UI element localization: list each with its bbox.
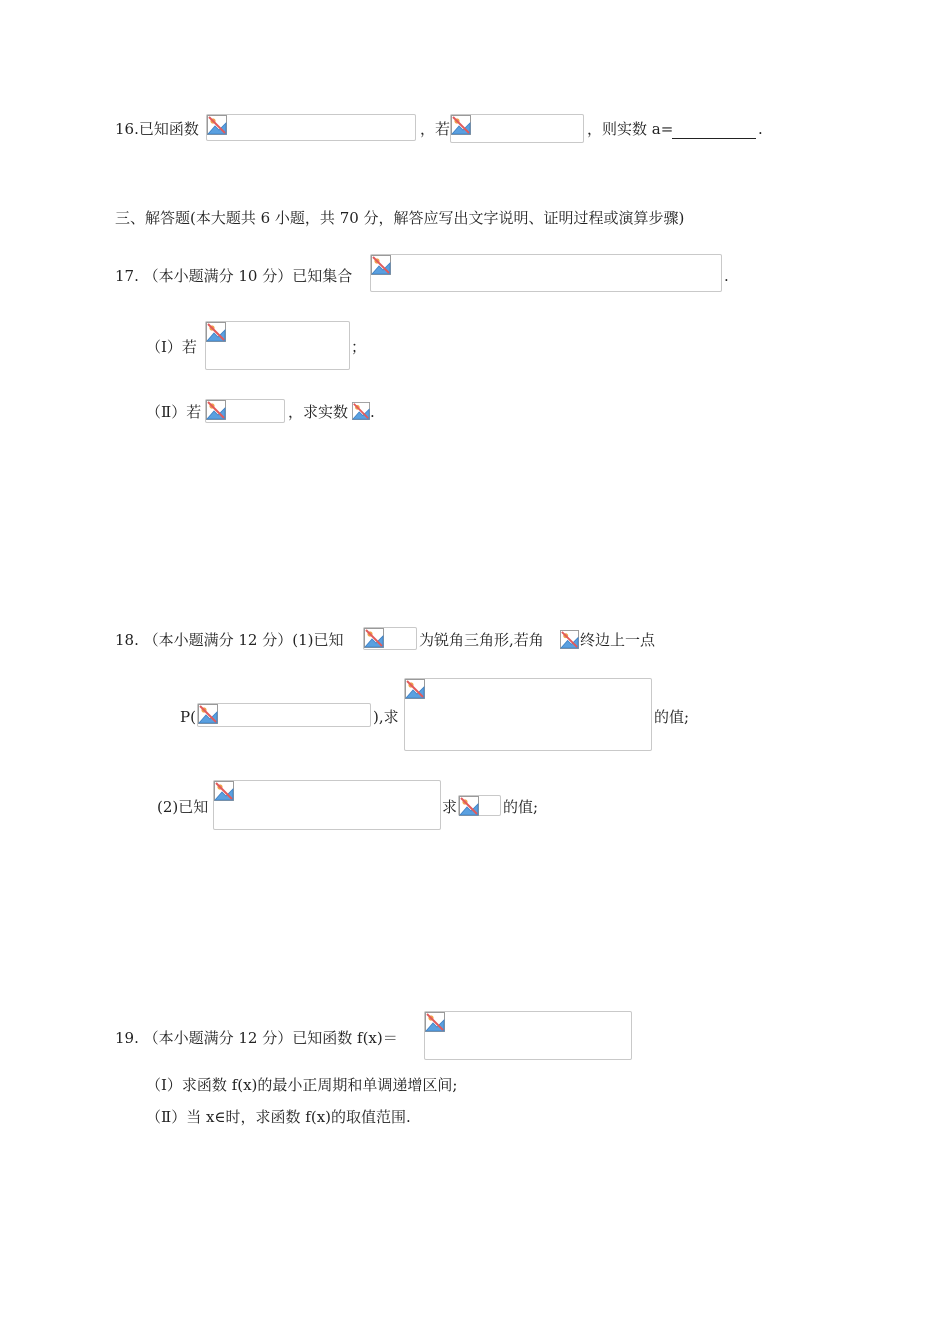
q18-p-close: ),求 bbox=[373, 708, 399, 726]
q16-mid: ，若 bbox=[420, 120, 451, 138]
broken-image-icon bbox=[206, 322, 226, 342]
formula-image-placeholder bbox=[206, 114, 416, 141]
broken-image-icon bbox=[198, 704, 218, 724]
broken-image-icon bbox=[405, 679, 425, 699]
q19-part2: （Ⅱ）当 x∈时，求函数 f(x)的取值范围. bbox=[146, 1108, 411, 1126]
formula-image-placeholder bbox=[205, 399, 285, 423]
broken-image-icon bbox=[425, 1012, 445, 1032]
broken-image-icon bbox=[364, 628, 384, 648]
q18-mid1: 为锐角三角形,若角 bbox=[419, 631, 544, 649]
broken-image-icon bbox=[207, 115, 227, 135]
q19-prefix: 19. （本小题满分 12 分）已知函数 f(x)＝ bbox=[115, 1029, 398, 1047]
q16-end: . bbox=[758, 120, 763, 138]
broken-image-icon bbox=[214, 781, 234, 801]
broken-image-icon bbox=[371, 255, 391, 275]
q17-part1-end: ； bbox=[351, 338, 367, 356]
formula-image-placeholder bbox=[450, 114, 584, 143]
q18-p-label: P( bbox=[180, 708, 196, 726]
q16-tail: ，则实数 a= bbox=[587, 120, 674, 138]
answer-blank bbox=[672, 122, 756, 139]
broken-image-icon bbox=[352, 402, 370, 420]
formula-image-placeholder bbox=[424, 1011, 632, 1060]
q17-end: . bbox=[724, 267, 729, 285]
formula-image-placeholder bbox=[205, 321, 350, 370]
broken-image-icon bbox=[451, 115, 471, 135]
formula-image-placeholder bbox=[197, 703, 371, 727]
q17-prefix: 17. （本小题满分 10 分）已知集合 bbox=[115, 267, 353, 285]
q17-part2-mid: ，求实数 bbox=[288, 403, 349, 421]
q18-p-end: 的值; bbox=[654, 708, 690, 726]
q18-prefix: 18. （本小题满分 12 分）(1)已知 bbox=[115, 631, 344, 649]
q17-part2-end: . bbox=[370, 403, 375, 421]
formula-image-placeholder bbox=[363, 627, 417, 650]
q18-part2-mid: 求 bbox=[442, 798, 458, 816]
formula-image-placeholder bbox=[213, 780, 441, 830]
broken-image-icon bbox=[459, 796, 479, 816]
broken-image-icon bbox=[560, 630, 579, 649]
formula-image-placeholder bbox=[458, 795, 501, 816]
q19-part1: （Ⅰ）求函数 f(x)的最小正周期和单调递增区间; bbox=[146, 1076, 458, 1094]
q16-prefix: 16.已知函数 bbox=[115, 120, 199, 138]
section-heading: 三、解答题(本大题共 6 小题，共 70 分，解答应写出文字说明、证明过程或演算步骤) bbox=[115, 209, 685, 227]
formula-image-placeholder bbox=[404, 678, 652, 751]
q17-part2-prefix: （Ⅱ）若 bbox=[146, 403, 202, 421]
q18-mid2: 终边上一点 bbox=[580, 631, 656, 649]
q18-part2-prefix: (2)已知 bbox=[157, 798, 209, 816]
q17-part1-prefix: （Ⅰ）若 bbox=[146, 338, 197, 356]
formula-image-placeholder bbox=[370, 254, 722, 292]
q18-part2-end: 的值; bbox=[503, 798, 539, 816]
broken-image-icon bbox=[206, 400, 226, 420]
